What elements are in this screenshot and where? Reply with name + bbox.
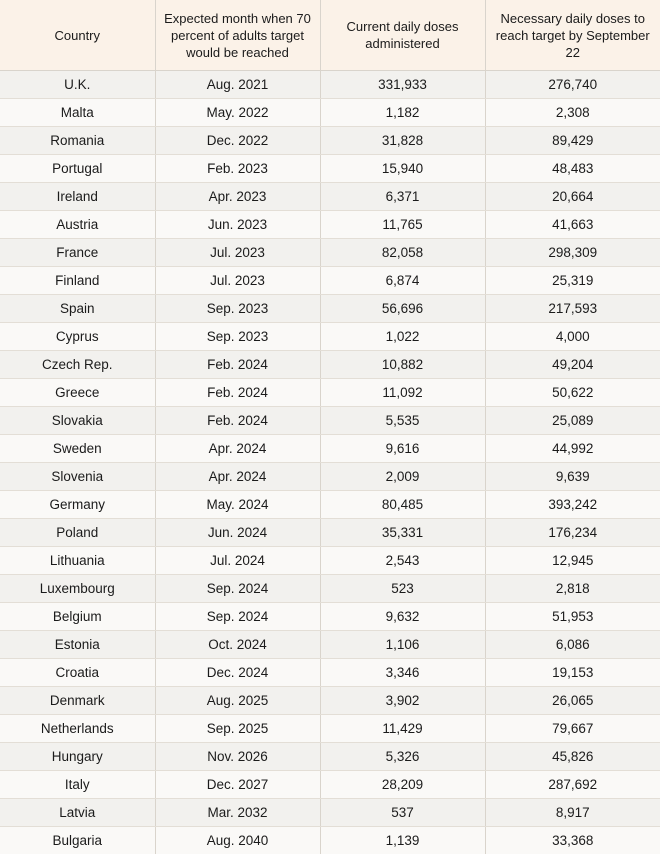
cell-necessary-doses: 51,953 xyxy=(485,603,660,631)
cell-country: Belgium xyxy=(0,603,155,631)
table-row xyxy=(0,743,660,771)
cell-current-doses: 31,828 xyxy=(320,127,485,155)
table-row xyxy=(0,323,660,351)
cell-country: Bulgaria xyxy=(0,827,155,854)
cell-country: Ireland xyxy=(0,183,155,211)
cell-expected-month: Feb. 2024 xyxy=(155,351,320,379)
cell-current-doses: 1,139 xyxy=(320,827,485,854)
cell-country: Luxembourg xyxy=(0,575,155,603)
cell-necessary-doses: 25,089 xyxy=(485,407,660,435)
table-row xyxy=(0,491,660,519)
cell-expected-month: Apr. 2024 xyxy=(155,463,320,491)
cell-expected-month: Feb. 2024 xyxy=(155,379,320,407)
cell-expected-month: May. 2024 xyxy=(155,491,320,519)
cell-necessary-doses: 298,309 xyxy=(485,239,660,267)
cell-country: Denmark xyxy=(0,687,155,715)
cell-expected-month: Jul. 2024 xyxy=(155,547,320,575)
cell-current-doses: 56,696 xyxy=(320,295,485,323)
cell-expected-month: Jul. 2023 xyxy=(155,239,320,267)
cell-expected-month: Dec. 2024 xyxy=(155,659,320,687)
table-row xyxy=(0,659,660,687)
cell-country: Spain xyxy=(0,295,155,323)
cell-country: Romania xyxy=(0,127,155,155)
cell-current-doses: 3,902 xyxy=(320,687,485,715)
cell-expected-month: Apr. 2023 xyxy=(155,183,320,211)
cell-current-doses: 80,485 xyxy=(320,491,485,519)
cell-country: Germany xyxy=(0,491,155,519)
table-header xyxy=(0,0,660,71)
table-row xyxy=(0,799,660,827)
table-row xyxy=(0,183,660,211)
table-row xyxy=(0,827,660,854)
cell-current-doses: 2,009 xyxy=(320,463,485,491)
cell-country: Latvia xyxy=(0,799,155,827)
cell-necessary-doses: 20,664 xyxy=(485,183,660,211)
table-header-row xyxy=(0,0,660,71)
cell-country: Estonia xyxy=(0,631,155,659)
table-row xyxy=(0,351,660,379)
cell-expected-month: Jun. 2024 xyxy=(155,519,320,547)
table-row xyxy=(0,239,660,267)
table-row xyxy=(0,519,660,547)
table-row xyxy=(0,127,660,155)
cell-expected-month: Sep. 2023 xyxy=(155,323,320,351)
column-header-expected-month: Expected month when 70 percent of adults target would be reached xyxy=(155,0,320,71)
table-row xyxy=(0,631,660,659)
cell-country: Finland xyxy=(0,267,155,295)
cell-current-doses: 537 xyxy=(320,799,485,827)
cell-expected-month: Aug. 2040 xyxy=(155,827,320,854)
cell-country: Hungary xyxy=(0,743,155,771)
table-row xyxy=(0,155,660,183)
cell-necessary-doses: 2,818 xyxy=(485,575,660,603)
cell-necessary-doses: 176,234 xyxy=(485,519,660,547)
table-row xyxy=(0,547,660,575)
table-row xyxy=(0,407,660,435)
cell-necessary-doses: 41,663 xyxy=(485,211,660,239)
cell-expected-month: Aug. 2021 xyxy=(155,71,320,99)
cell-expected-month: Apr. 2024 xyxy=(155,435,320,463)
cell-current-doses: 1,022 xyxy=(320,323,485,351)
cell-current-doses: 1,106 xyxy=(320,631,485,659)
cell-necessary-doses: 9,639 xyxy=(485,463,660,491)
cell-current-doses: 9,616 xyxy=(320,435,485,463)
cell-necessary-doses: 12,945 xyxy=(485,547,660,575)
table-row xyxy=(0,603,660,631)
cell-expected-month: Aug. 2025 xyxy=(155,687,320,715)
cell-current-doses: 82,058 xyxy=(320,239,485,267)
cell-expected-month: Sep. 2024 xyxy=(155,575,320,603)
cell-necessary-doses: 33,368 xyxy=(485,827,660,854)
cell-current-doses: 28,209 xyxy=(320,771,485,799)
cell-necessary-doses: 393,242 xyxy=(485,491,660,519)
cell-expected-month: Sep. 2024 xyxy=(155,603,320,631)
cell-country: Netherlands xyxy=(0,715,155,743)
cell-expected-month: Sep. 2025 xyxy=(155,715,320,743)
cell-necessary-doses: 2,308 xyxy=(485,99,660,127)
cell-necessary-doses: 4,000 xyxy=(485,323,660,351)
cell-country: U.K. xyxy=(0,71,155,99)
cell-necessary-doses: 6,086 xyxy=(485,631,660,659)
cell-country: Cyprus xyxy=(0,323,155,351)
column-header-necessary-doses: Necessary daily doses to reach target by September 22 xyxy=(485,0,660,71)
cell-necessary-doses: 45,826 xyxy=(485,743,660,771)
cell-current-doses: 11,765 xyxy=(320,211,485,239)
cell-current-doses: 3,346 xyxy=(320,659,485,687)
table-row xyxy=(0,715,660,743)
column-header-country: Country xyxy=(0,0,155,71)
table-row xyxy=(0,71,660,99)
cell-current-doses: 1,182 xyxy=(320,99,485,127)
cell-expected-month: Dec. 2022 xyxy=(155,127,320,155)
cell-necessary-doses: 276,740 xyxy=(485,71,660,99)
cell-current-doses: 2,543 xyxy=(320,547,485,575)
cell-necessary-doses: 79,667 xyxy=(485,715,660,743)
cell-necessary-doses: 89,429 xyxy=(485,127,660,155)
cell-current-doses: 35,331 xyxy=(320,519,485,547)
cell-expected-month: Jun. 2023 xyxy=(155,211,320,239)
cell-current-doses: 11,429 xyxy=(320,715,485,743)
cell-country: Greece xyxy=(0,379,155,407)
cell-country: Sweden xyxy=(0,435,155,463)
cell-current-doses: 6,371 xyxy=(320,183,485,211)
table-row xyxy=(0,267,660,295)
cell-necessary-doses: 19,153 xyxy=(485,659,660,687)
column-header-current-doses: Current daily doses administered xyxy=(320,0,485,71)
cell-country: Lithuania xyxy=(0,547,155,575)
table-row xyxy=(0,435,660,463)
table-row xyxy=(0,211,660,239)
cell-country: Croatia xyxy=(0,659,155,687)
cell-current-doses: 15,940 xyxy=(320,155,485,183)
table-row xyxy=(0,379,660,407)
cell-expected-month: Dec. 2027 xyxy=(155,771,320,799)
cell-expected-month: Feb. 2024 xyxy=(155,407,320,435)
cell-necessary-doses: 48,483 xyxy=(485,155,660,183)
cell-expected-month: Feb. 2023 xyxy=(155,155,320,183)
cell-necessary-doses: 50,622 xyxy=(485,379,660,407)
cell-current-doses: 331,933 xyxy=(320,71,485,99)
cell-necessary-doses: 8,917 xyxy=(485,799,660,827)
cell-current-doses: 6,874 xyxy=(320,267,485,295)
cell-necessary-doses: 217,593 xyxy=(485,295,660,323)
cell-necessary-doses: 25,319 xyxy=(485,267,660,295)
table-row xyxy=(0,295,660,323)
cell-country: Czech Rep. xyxy=(0,351,155,379)
cell-expected-month: Jul. 2023 xyxy=(155,267,320,295)
cell-current-doses: 5,326 xyxy=(320,743,485,771)
cell-necessary-doses: 287,692 xyxy=(485,771,660,799)
cell-current-doses: 10,882 xyxy=(320,351,485,379)
table-row xyxy=(0,575,660,603)
cell-current-doses: 5,535 xyxy=(320,407,485,435)
cell-expected-month: May. 2022 xyxy=(155,99,320,127)
cell-current-doses: 523 xyxy=(320,575,485,603)
cell-necessary-doses: 26,065 xyxy=(485,687,660,715)
cell-country: Poland xyxy=(0,519,155,547)
cell-country: Slovenia xyxy=(0,463,155,491)
cell-necessary-doses: 44,992 xyxy=(485,435,660,463)
cell-expected-month: Mar. 2032 xyxy=(155,799,320,827)
cell-country: Austria xyxy=(0,211,155,239)
cell-country: Slovakia xyxy=(0,407,155,435)
table-row xyxy=(0,99,660,127)
cell-country: Portugal xyxy=(0,155,155,183)
cell-expected-month: Sep. 2023 xyxy=(155,295,320,323)
cell-expected-month: Oct. 2024 xyxy=(155,631,320,659)
cell-country: Italy xyxy=(0,771,155,799)
cell-current-doses: 9,632 xyxy=(320,603,485,631)
cell-expected-month: Nov. 2026 xyxy=(155,743,320,771)
table-body xyxy=(0,71,660,854)
table-row xyxy=(0,463,660,491)
cell-current-doses: 11,092 xyxy=(320,379,485,407)
table-row xyxy=(0,687,660,715)
cell-country: Malta xyxy=(0,99,155,127)
cell-necessary-doses: 49,204 xyxy=(485,351,660,379)
cell-country: France xyxy=(0,239,155,267)
table-row xyxy=(0,771,660,799)
